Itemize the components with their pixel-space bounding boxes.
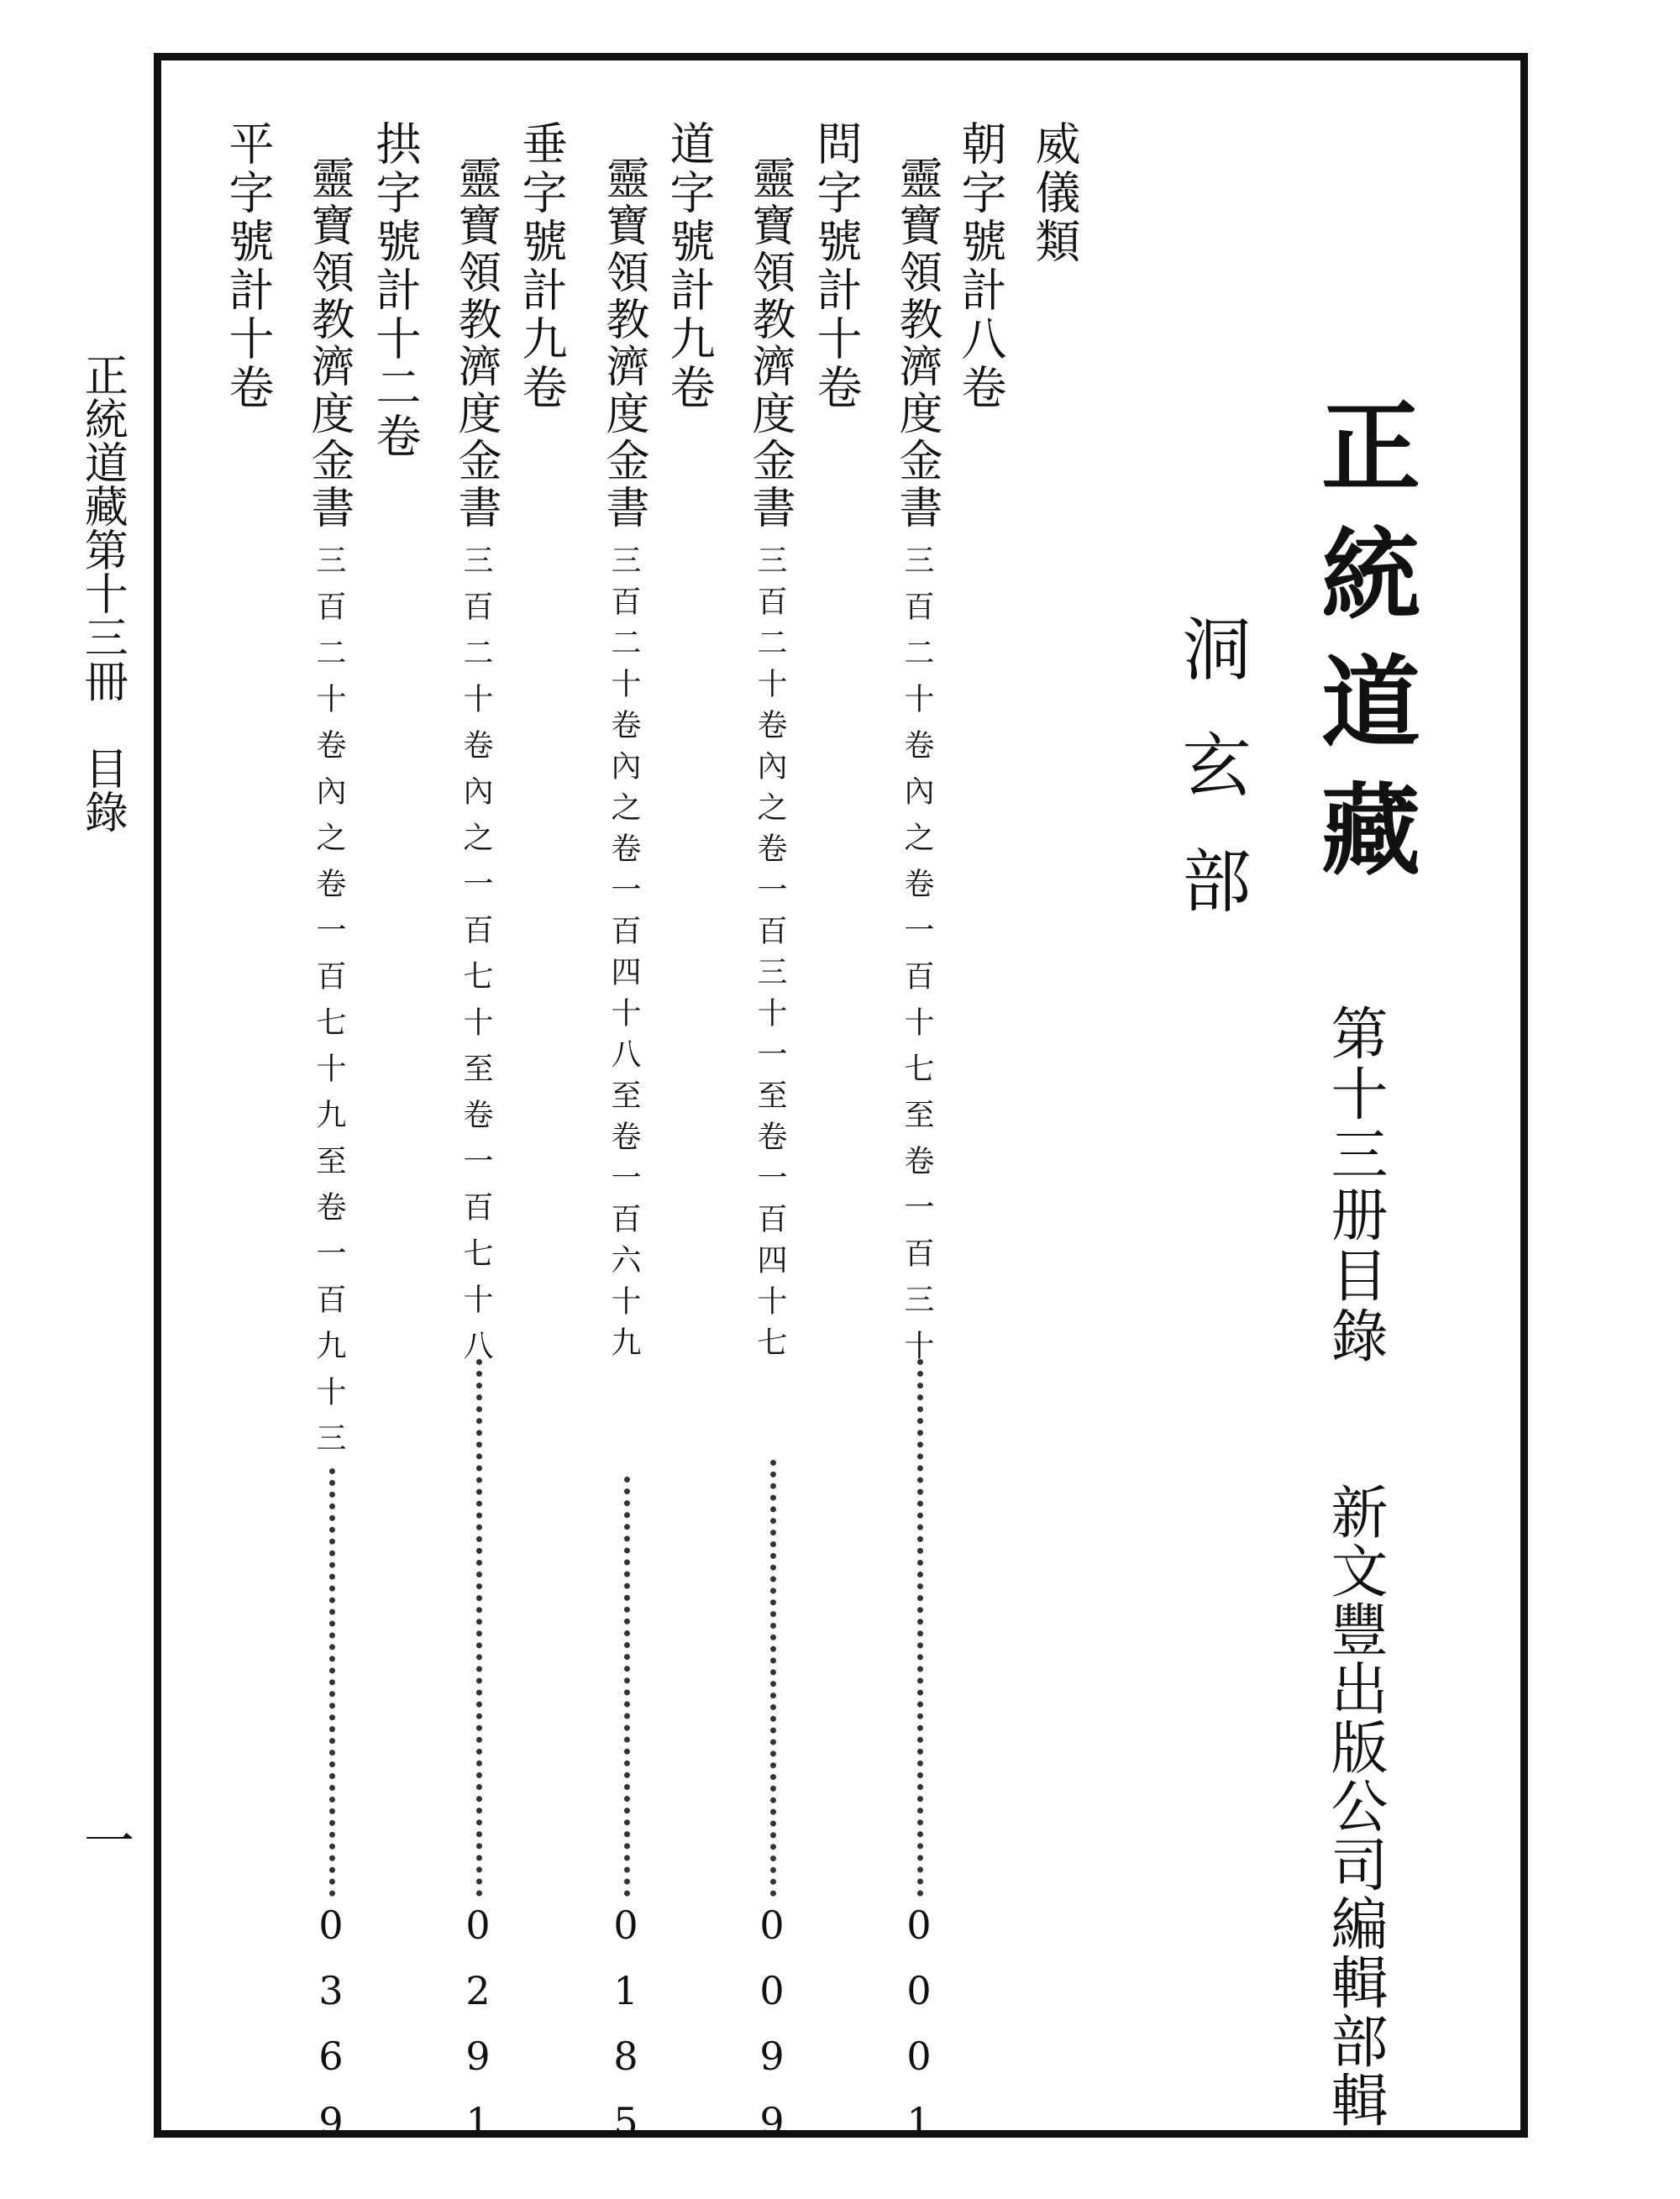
toc-work-title: 靈寶領教濟度金書 bbox=[744, 155, 795, 532]
page-number: 一 bbox=[76, 1814, 134, 1865]
section-title: 洞玄部 bbox=[1171, 613, 1251, 961]
toc-category: 威儀類 bbox=[1028, 120, 1081, 266]
toc-group-label: 拱字號計十二卷 bbox=[369, 120, 422, 461]
toc-leader-dots bbox=[770, 1460, 776, 1897]
toc-volume-range: 三百二十卷內之卷一百七十九至卷一百九十三 bbox=[312, 544, 346, 1468]
toc-volume-range: 三百二十卷內之卷一百三十一至卷一百四十七 bbox=[753, 544, 787, 1367]
toc-work-title: 靈寶領教濟度金書 bbox=[450, 155, 501, 532]
running-head: 正統道藏第十三冊 目錄 bbox=[76, 353, 128, 833]
toc-group-label: 垂字號計九卷 bbox=[515, 120, 568, 412]
volume-subtitle: 第十三册目錄 bbox=[1321, 1004, 1388, 1367]
toc-page-number: 0291 bbox=[455, 1902, 501, 2165]
toc-page-number: 0099 bbox=[749, 1902, 795, 2165]
toc-work-title: 靈寶領教濟度金書 bbox=[598, 155, 648, 532]
toc-group-label: 平字號計十卷 bbox=[222, 120, 275, 412]
toc-group-label: 道字號計九卷 bbox=[663, 120, 716, 412]
toc-volume-range: 三百二十卷內之一百七十至卷一百七十八 bbox=[459, 544, 493, 1376]
toc-group-label: 問字號計十卷 bbox=[810, 120, 863, 412]
toc-work-title: 靈寶領教濟度金書 bbox=[891, 155, 942, 532]
publisher-line: 新文豐出版公司編輯部輯 bbox=[1321, 1483, 1388, 2129]
toc-work-title: 靈寶領教濟度金書 bbox=[303, 155, 354, 532]
toc-leader-dots bbox=[624, 1477, 630, 1897]
toc-volume-range: 三百二十卷內之卷一百四十八至卷一百六十九 bbox=[606, 544, 641, 1367]
toc-page-number: 0369 bbox=[308, 1902, 354, 2165]
toc-group-label: 朝字號計八卷 bbox=[954, 120, 1007, 412]
toc-page-number: 0001 bbox=[896, 1902, 942, 2165]
toc-volume-range: 三百二十卷內之卷一百十七至卷一百三十 bbox=[900, 544, 934, 1376]
main-title: 正統道藏 bbox=[1305, 395, 1421, 905]
toc-leader-dots bbox=[329, 1468, 335, 1897]
toc-page-number: 0185 bbox=[603, 1902, 648, 2165]
toc-leader-dots bbox=[917, 1359, 923, 1897]
toc-leader-dots bbox=[476, 1359, 482, 1897]
